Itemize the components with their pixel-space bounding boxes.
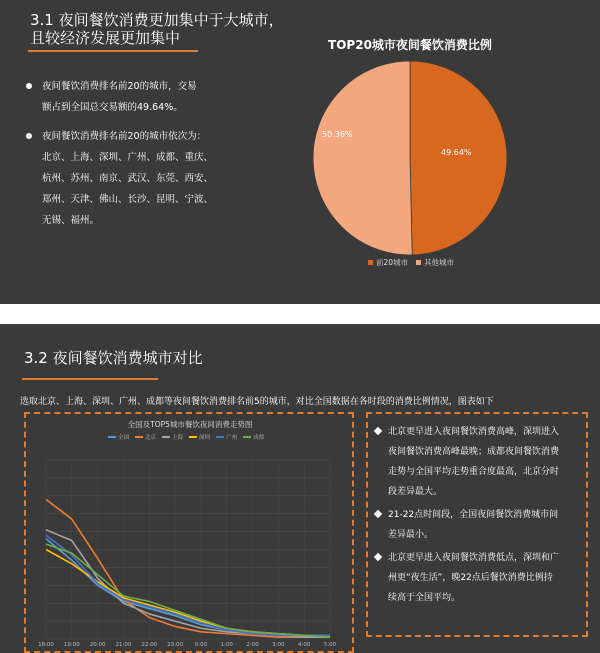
- x-tick-label: 2:00: [246, 642, 259, 648]
- finding-text-line: 走势与全国平均走势重合度最高，北京分时: [388, 467, 560, 477]
- bullet-text-line: 杭州、苏州、南京、武汉、东莞、西安、: [42, 173, 214, 184]
- pie-label-top20: 49.64%: [441, 148, 472, 157]
- bullet-text-line: 无锡、福州。: [42, 215, 100, 226]
- finding-text-line: 21-22点时间段，全国夜间餐饮消费城市间: [388, 510, 559, 520]
- legend-item-全国: [108, 433, 129, 441]
- legend-label: 上海: [172, 435, 184, 441]
- legend-label: 成都: [253, 435, 265, 441]
- pie-chart-title: TOP20城市夜间餐饮消费比例: [328, 38, 492, 52]
- legend-item-上海: [162, 433, 183, 441]
- x-tick-label: 20:00: [89, 642, 106, 648]
- legend-label: 深圳: [199, 435, 211, 441]
- x-tick-label: 23:00: [167, 642, 184, 648]
- diamond-bullet-icon: [374, 427, 382, 435]
- legend-line-icon: [243, 436, 251, 438]
- slide1-title-line2: 且较经济发展更加集中: [30, 29, 181, 47]
- legend-line-icon: [135, 436, 143, 438]
- x-tick-label: 0:00: [194, 642, 208, 648]
- findings-list: [374, 422, 584, 611]
- slide-city-concentration: [0, 0, 600, 304]
- bullet-text-line: 额占到全国总交易额的49.64%。: [42, 102, 183, 113]
- bullet-dot-icon: [26, 83, 32, 89]
- finding-item: [374, 505, 584, 545]
- diamond-bullet-icon: [374, 553, 382, 561]
- finding-text-line: 段差异最大。: [388, 487, 443, 497]
- legend-swatch-icon: [416, 260, 421, 265]
- legend-item-top20: [368, 257, 408, 268]
- finding-item: [374, 422, 584, 502]
- series-line-成都: [46, 544, 330, 637]
- legend-line-icon: [162, 436, 170, 438]
- pie-chart: [310, 58, 510, 258]
- legend-label: 其他城市: [424, 258, 455, 267]
- legend-item-others: [416, 257, 454, 268]
- slide2-title-underline: [22, 378, 158, 380]
- line-chart: [34, 444, 340, 653]
- bullet-text-line: 夜间餐饮消费排名前20的城市，交易: [42, 81, 197, 92]
- bullet-item: [26, 126, 256, 231]
- diamond-bullet-icon: [374, 510, 382, 518]
- series-line-深圳: [46, 550, 330, 636]
- finding-text-line: 北京更早进入夜间餐饮消费低点，深圳和广: [388, 553, 560, 563]
- legend-line-icon: [189, 436, 197, 438]
- x-tick-label: 4:00: [297, 642, 311, 648]
- line-chart-title: 全国及TOP5城市餐饮夜间消费走势图: [127, 420, 253, 429]
- finding-text-line: 续高于全国平均。: [388, 593, 461, 603]
- slide1-title-underline: [28, 50, 198, 52]
- bullet-text-line: 夜间餐饮消费排名前20的城市依次为：: [42, 131, 207, 142]
- x-tick-label: 1:00: [220, 642, 233, 648]
- slide2-description: 选取北京、上海、深圳、广州、成都等夜间餐饮消费排名前5的城市，对比全国数据在各时段的消费比例情况，图表如下: [20, 397, 494, 407]
- x-tick-label: 22:00: [141, 642, 158, 648]
- legend-label: 北京: [145, 435, 157, 441]
- bullet-item: [26, 76, 256, 118]
- pie-label-others: 50.36%: [322, 130, 353, 139]
- slide1-title-line1: 3.1 夜间餐饮消费更加集中于大城市，: [30, 11, 284, 29]
- pie-slice-others: [313, 61, 412, 255]
- bullet-dot-icon: [26, 133, 32, 139]
- legend-item-北京: [135, 433, 156, 441]
- pie-slice-top20: [410, 61, 507, 255]
- finding-item: [374, 548, 584, 608]
- pie-legend: [368, 257, 454, 268]
- legend-label: 全国: [118, 435, 130, 441]
- x-tick-label: 19:00: [63, 642, 80, 648]
- legend-line-icon: [108, 436, 116, 438]
- x-tick-label: 18:00: [38, 642, 54, 648]
- legend-label: 广州: [226, 435, 238, 441]
- x-tick-label: 5:00: [323, 642, 337, 648]
- legend-item-成都: [243, 433, 264, 441]
- finding-text-line: 北京更早进入夜间餐饮消费高峰，深圳进入: [388, 427, 560, 437]
- legend-label: 前20城市: [376, 258, 409, 267]
- legend-swatch-icon: [368, 260, 373, 265]
- bullet-text-line: 北京、上海、深圳、广州、成都、重庆、: [42, 152, 214, 163]
- finding-text-line: 差异最小。: [388, 530, 434, 540]
- finding-text-line: 夜间餐饮消费高峰最晚；成都夜间餐饮消费: [388, 447, 560, 457]
- finding-text-line: 州更“夜生活”，晚22点后餐饮消费比例持: [388, 573, 553, 583]
- legend-line-icon: [216, 436, 224, 438]
- line-chart-legend: [108, 433, 264, 441]
- slide-city-comparison: [0, 324, 600, 653]
- slide1-bullet-list: [26, 76, 256, 231]
- x-tick-label: 3:00: [272, 642, 285, 648]
- legend-item-深圳: [189, 433, 210, 441]
- bullet-text-line: 郑州、天津、佛山、长沙、昆明、宁波、: [42, 194, 214, 205]
- legend-item-广州: [216, 433, 237, 441]
- x-tick-label: 21:00: [115, 642, 132, 648]
- slide2-title: 3.2 夜间餐饮消费城市对比: [24, 349, 203, 367]
